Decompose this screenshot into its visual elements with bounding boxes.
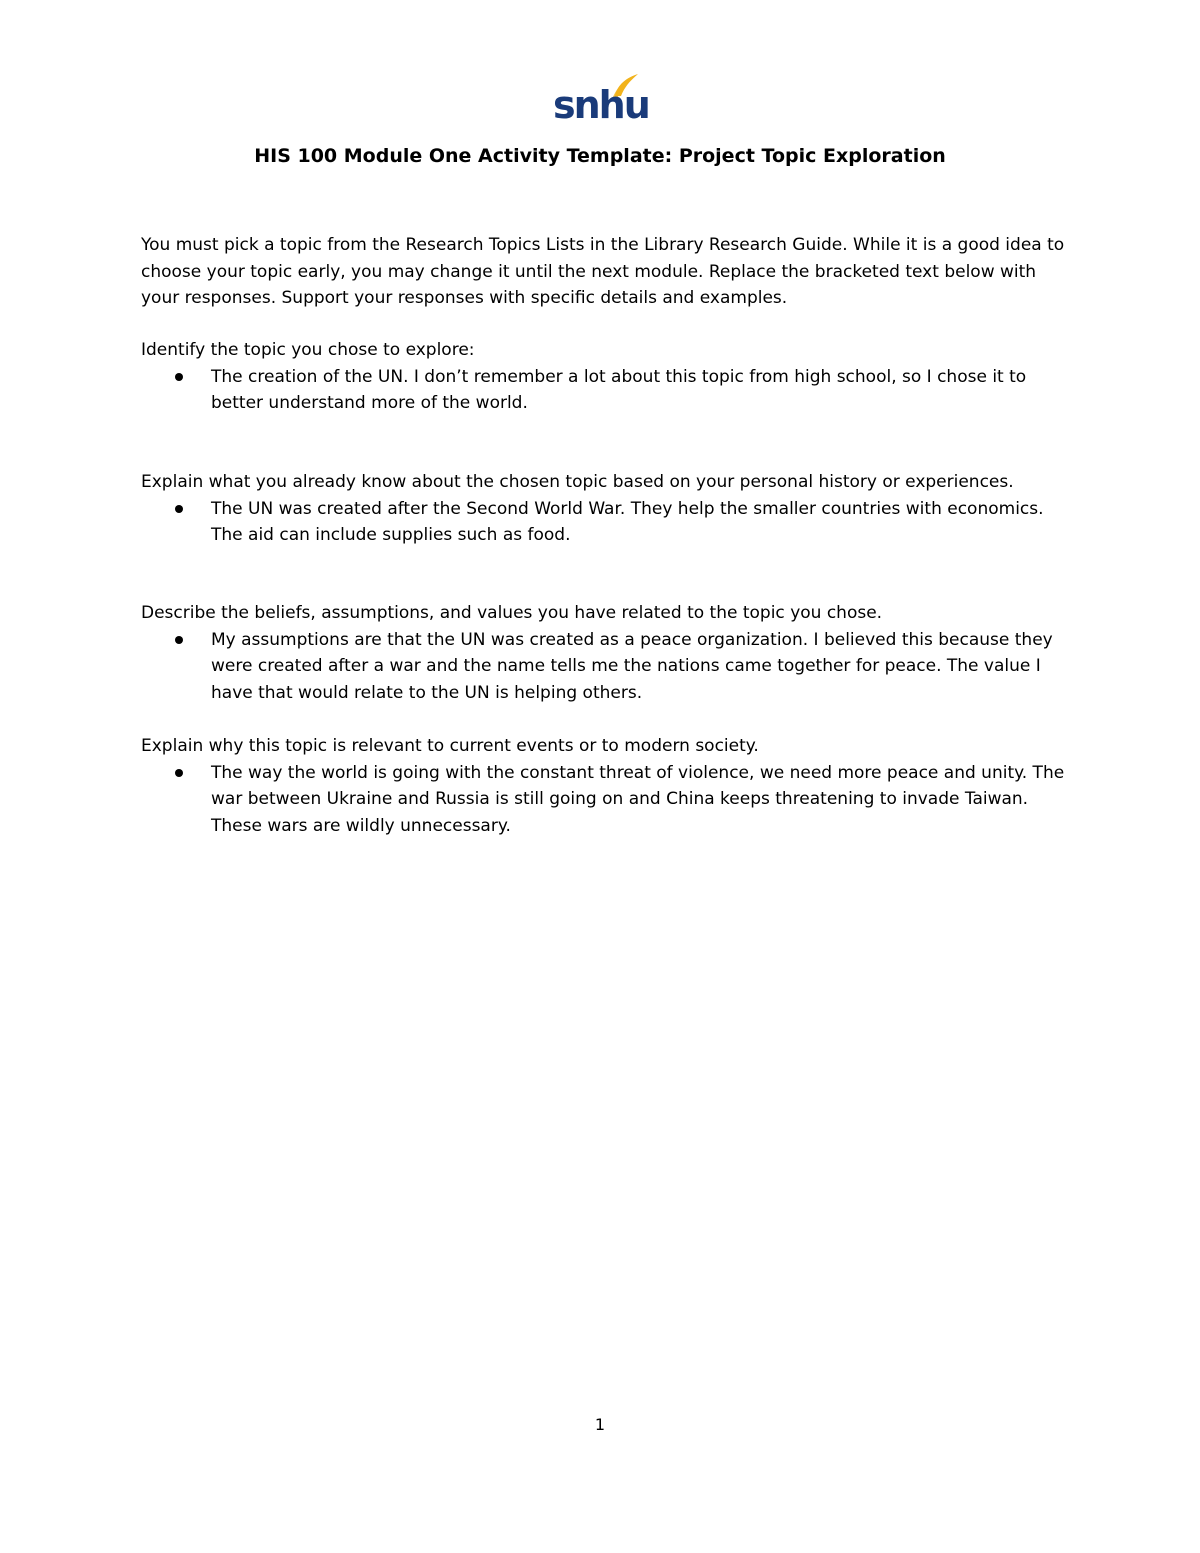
section-response: The UN was created after the Second World War. They help the smaller countries with economics. The aid can include supplies such as food. [211, 498, 1044, 545]
snhu-logo [553, 72, 649, 134]
section-prompt: Explain what you already know about the chosen topic based on your personal history or experiences. [141, 472, 1014, 492]
bullet-item [141, 364, 1071, 417]
section-prompt: Explain why this topic is relevant to current events or to modern society. [141, 736, 759, 756]
logo-wordmark: snhu [553, 83, 649, 127]
section-response: My assumptions are that the UN was created as a peace organization. I believed this because they were created after a war and the name tells me the nations came together for peace. The value I have that would relate to the UN is helping others. [211, 629, 1053, 703]
section-topic [141, 337, 1071, 417]
bullet-icon [175, 769, 183, 777]
bullet-icon [175, 505, 183, 513]
section-beliefs [141, 600, 1071, 706]
section-prompt: Describe the beliefs, assumptions, and values you have related to the topic you chose. [141, 603, 883, 623]
section-response: The creation of the UN. I don’t remember a lot about this topic from high school, so I chose it to better understand more of the world. [211, 366, 1027, 413]
section-prompt: Identify the topic you chose to explore: [141, 340, 475, 360]
document-title: HIS 100 Module One Activity Template: Project Topic Exploration [254, 145, 946, 167]
page-number: 1 [594, 1415, 606, 1434]
bullet-icon [175, 373, 183, 381]
section-relevance [141, 733, 1071, 839]
section-response: The way the world is going with the constant threat of violence, we need more peace and unity. The war between Ukraine and Russia is still going on and China keeps threatening to invade Taiwan. These wars are wildly unnecessary. [211, 762, 1065, 836]
section-prior-knowledge [141, 469, 1071, 549]
intro-paragraph: You must pick a topic from the Research Topics Lists in the Library Research Guide. While it is a good idea to choose your topic early, you may change it until the next module. Replace the bracketed text below with your responses. Support your responses with specific details and examples. [141, 235, 1065, 308]
bullet-item [141, 496, 1071, 549]
bullet-item [141, 627, 1071, 707]
bullet-item [141, 760, 1071, 840]
bullet-icon [175, 636, 183, 644]
